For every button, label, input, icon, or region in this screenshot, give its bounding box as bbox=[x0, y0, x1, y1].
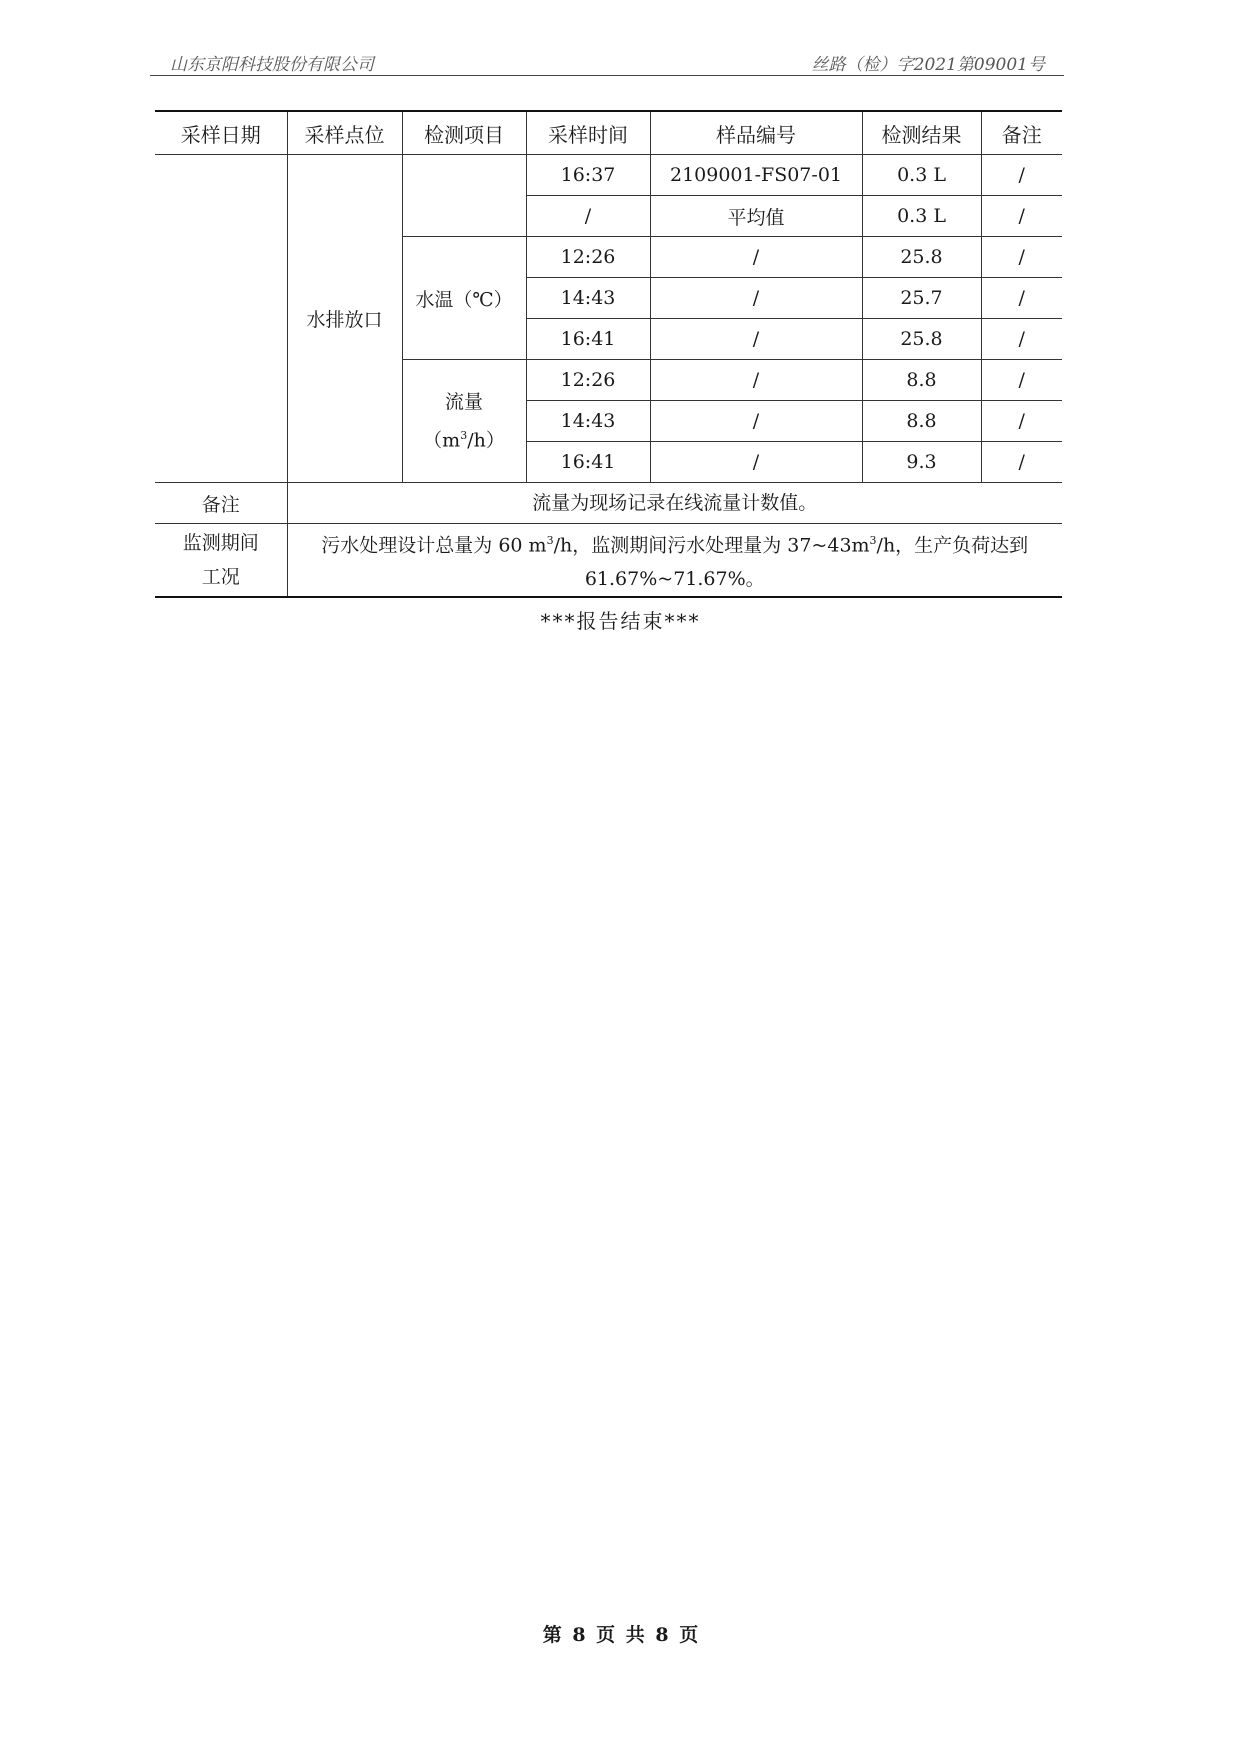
note-cell: / bbox=[981, 401, 1062, 442]
time-cell: 16:41 bbox=[526, 442, 650, 483]
result-cell: 0.3 L bbox=[862, 155, 981, 196]
col-result: 检测结果 bbox=[862, 111, 981, 155]
note-cell: / bbox=[981, 237, 1062, 278]
sample-id-cell: 平均值 bbox=[650, 196, 862, 237]
sample-id-cell: / bbox=[650, 442, 862, 483]
water-temp-label: 水温（℃） bbox=[402, 237, 526, 360]
table-header-row bbox=[155, 111, 1062, 155]
note-cell: / bbox=[981, 442, 1062, 483]
company-name: 山东京阳科技股份有限公司 bbox=[170, 55, 374, 75]
report-number: 丝路（检）字2021第09001号 bbox=[811, 55, 1045, 75]
header-rule bbox=[150, 75, 1064, 76]
col-note: 备注 bbox=[981, 111, 1062, 155]
flow-unit: $(m^3/h)$ bbox=[423, 428, 505, 452]
condition-label: 监测期间 工况 bbox=[155, 524, 287, 598]
sample-id-cell: / bbox=[650, 401, 862, 442]
page-footer: 第 8 页 共 8 页 bbox=[542, 1624, 699, 1646]
note-cell: / bbox=[981, 196, 1062, 237]
time-cell: / bbox=[526, 196, 650, 237]
result-cell: 0.3 L bbox=[862, 196, 981, 237]
time-cell: 12:26 bbox=[526, 360, 650, 401]
sampling-point-cell: 水排放口 bbox=[287, 155, 402, 483]
result-cell: 25.8 bbox=[862, 237, 981, 278]
time-cell: 12:26 bbox=[526, 237, 650, 278]
time-cell: 14:43 bbox=[526, 278, 650, 319]
table-row bbox=[155, 155, 1062, 196]
results-table bbox=[155, 110, 1062, 598]
col-sampling-point: 采样点位 bbox=[287, 111, 402, 155]
result-cell: 8.8 bbox=[862, 401, 981, 442]
col-test-item: 检测项目 bbox=[402, 111, 526, 155]
test-item-cell bbox=[402, 155, 526, 237]
sample-id-cell: / bbox=[650, 360, 862, 401]
remark-label: 备注 bbox=[155, 483, 287, 524]
result-cell: 25.8 bbox=[862, 319, 981, 360]
note-cell: / bbox=[981, 319, 1062, 360]
report-end-mark: ***报告结束*** bbox=[540, 609, 701, 633]
sample-id-cell: / bbox=[650, 237, 862, 278]
result-cell: 25.7 bbox=[862, 278, 981, 319]
time-cell: 16:37 bbox=[526, 155, 650, 196]
note-cell: / bbox=[981, 360, 1062, 401]
note-cell: / bbox=[981, 278, 1062, 319]
sampling-date-cell bbox=[155, 155, 287, 483]
remark-text: 流量为现场记录在线流量计数值。 bbox=[287, 483, 1062, 524]
time-cell: 16:41 bbox=[526, 319, 650, 360]
condition-row bbox=[155, 524, 1062, 598]
result-cell: 8.8 bbox=[862, 360, 981, 401]
note-cell: / bbox=[981, 155, 1062, 196]
condition-text: 污水处理设计总量为 60 $m^3/h$，监测期间污水处理量为 $37\sim 43m^3/h$，生产负荷达到 61.67%~71.67%。 bbox=[287, 524, 1062, 598]
col-sampling-time: 采样时间 bbox=[526, 111, 650, 155]
col-sample-id: 样品编号 bbox=[650, 111, 862, 155]
col-sampling-date: 采样日期 bbox=[155, 111, 287, 155]
sample-id-cell: / bbox=[650, 319, 862, 360]
flow-label-cell bbox=[402, 360, 526, 483]
sample-id-cell: 2109001-FS07-01 bbox=[650, 155, 862, 196]
time-cell: 14:43 bbox=[526, 401, 650, 442]
sample-id-cell: / bbox=[650, 278, 862, 319]
remark-row bbox=[155, 483, 1062, 524]
result-cell: 9.3 bbox=[862, 442, 981, 483]
flow-label: 流量 bbox=[444, 390, 483, 413]
